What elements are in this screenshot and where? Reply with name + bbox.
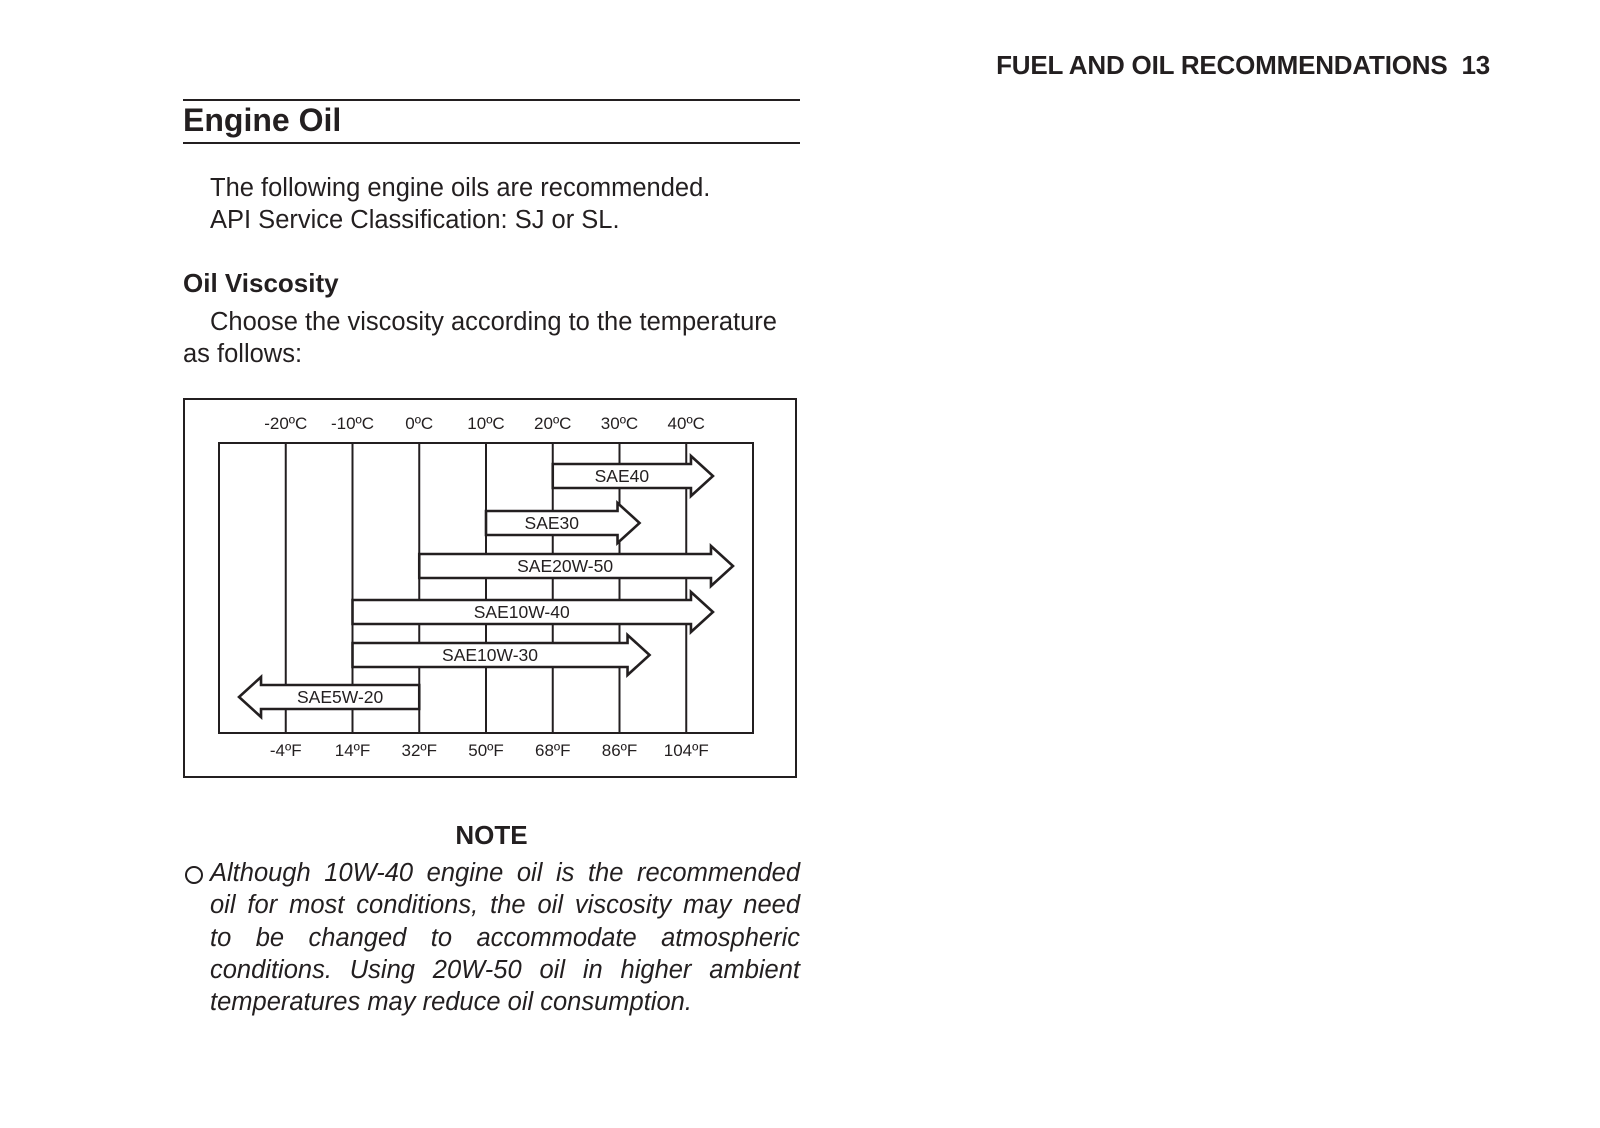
celsius-tick-label: 10ºC (467, 414, 505, 433)
celsius-tick-label: 40ºC (667, 414, 705, 433)
note-line-5: temperatures may reduce oil consumption. (210, 988, 692, 1017)
fahrenheit-tick-label: 104ºF (663, 741, 709, 760)
fahrenheit-tick-label: 50ºF (468, 741, 504, 760)
viscosity-chart (183, 398, 797, 778)
celsius-tick-label: 20ºC (534, 414, 572, 433)
oil-viscosity-heading: Oil Viscosity (183, 268, 339, 298)
viscosity-text-line-2: as follows: (183, 340, 303, 368)
running-header-title: FUEL AND OIL RECOMMENDATIONS (996, 50, 1448, 80)
viscosity-chart-svg (185, 400, 795, 776)
section-bottom-rule (183, 142, 800, 144)
viscosity-text-line-1: Choose the viscosity according to the temperature (210, 308, 777, 336)
note-text (210, 857, 800, 1018)
fahrenheit-tick-label: -4ºF (269, 741, 302, 760)
note-heading: NOTE (455, 820, 528, 850)
celsius-tick-label: -10ºC (330, 414, 375, 433)
arrow-label: SAE10W-30 (442, 645, 539, 665)
fahrenheit-tick-label: 68ºF (534, 741, 571, 760)
intro-line-2: API Service Classification: SJ or SL. (210, 206, 620, 234)
section-title: Engine Oil (183, 102, 342, 138)
arrow-label: SAE40 (594, 466, 650, 486)
running-header (900, 50, 1490, 81)
arrow-label: SAE30 (524, 513, 580, 533)
celsius-tick-label: 0ºC (405, 414, 434, 433)
fahrenheit-tick-label: 86ºF (601, 741, 638, 760)
note-line-3: to be changed to accommodate atmospheric (210, 923, 800, 952)
intro-line-1: The following engine oils are recommended. (210, 174, 711, 202)
celsius-tick-label: -20ºC (264, 414, 308, 433)
section-top-rule (183, 99, 800, 101)
note-line-4: conditions. Using 20W-50 oil in higher ambient (210, 955, 800, 984)
note-bullet-icon (185, 866, 203, 884)
note-line-1: Although 10W-40 engine oil is the recommended (210, 859, 800, 887)
arrow-label: SAE20W-50 (517, 556, 614, 576)
page-number: 13 (1461, 50, 1490, 80)
celsius-tick-label: 30ºC (600, 414, 639, 433)
fahrenheit-tick-label: 14ºF (334, 741, 371, 760)
note-line-2: oil for most conditions, the oil viscosity may need (210, 891, 800, 920)
fahrenheit-tick-label: 32ºF (401, 741, 438, 760)
arrow-label: SAE10W-40 (473, 602, 570, 622)
arrow-label: SAE5W-20 (297, 687, 384, 707)
